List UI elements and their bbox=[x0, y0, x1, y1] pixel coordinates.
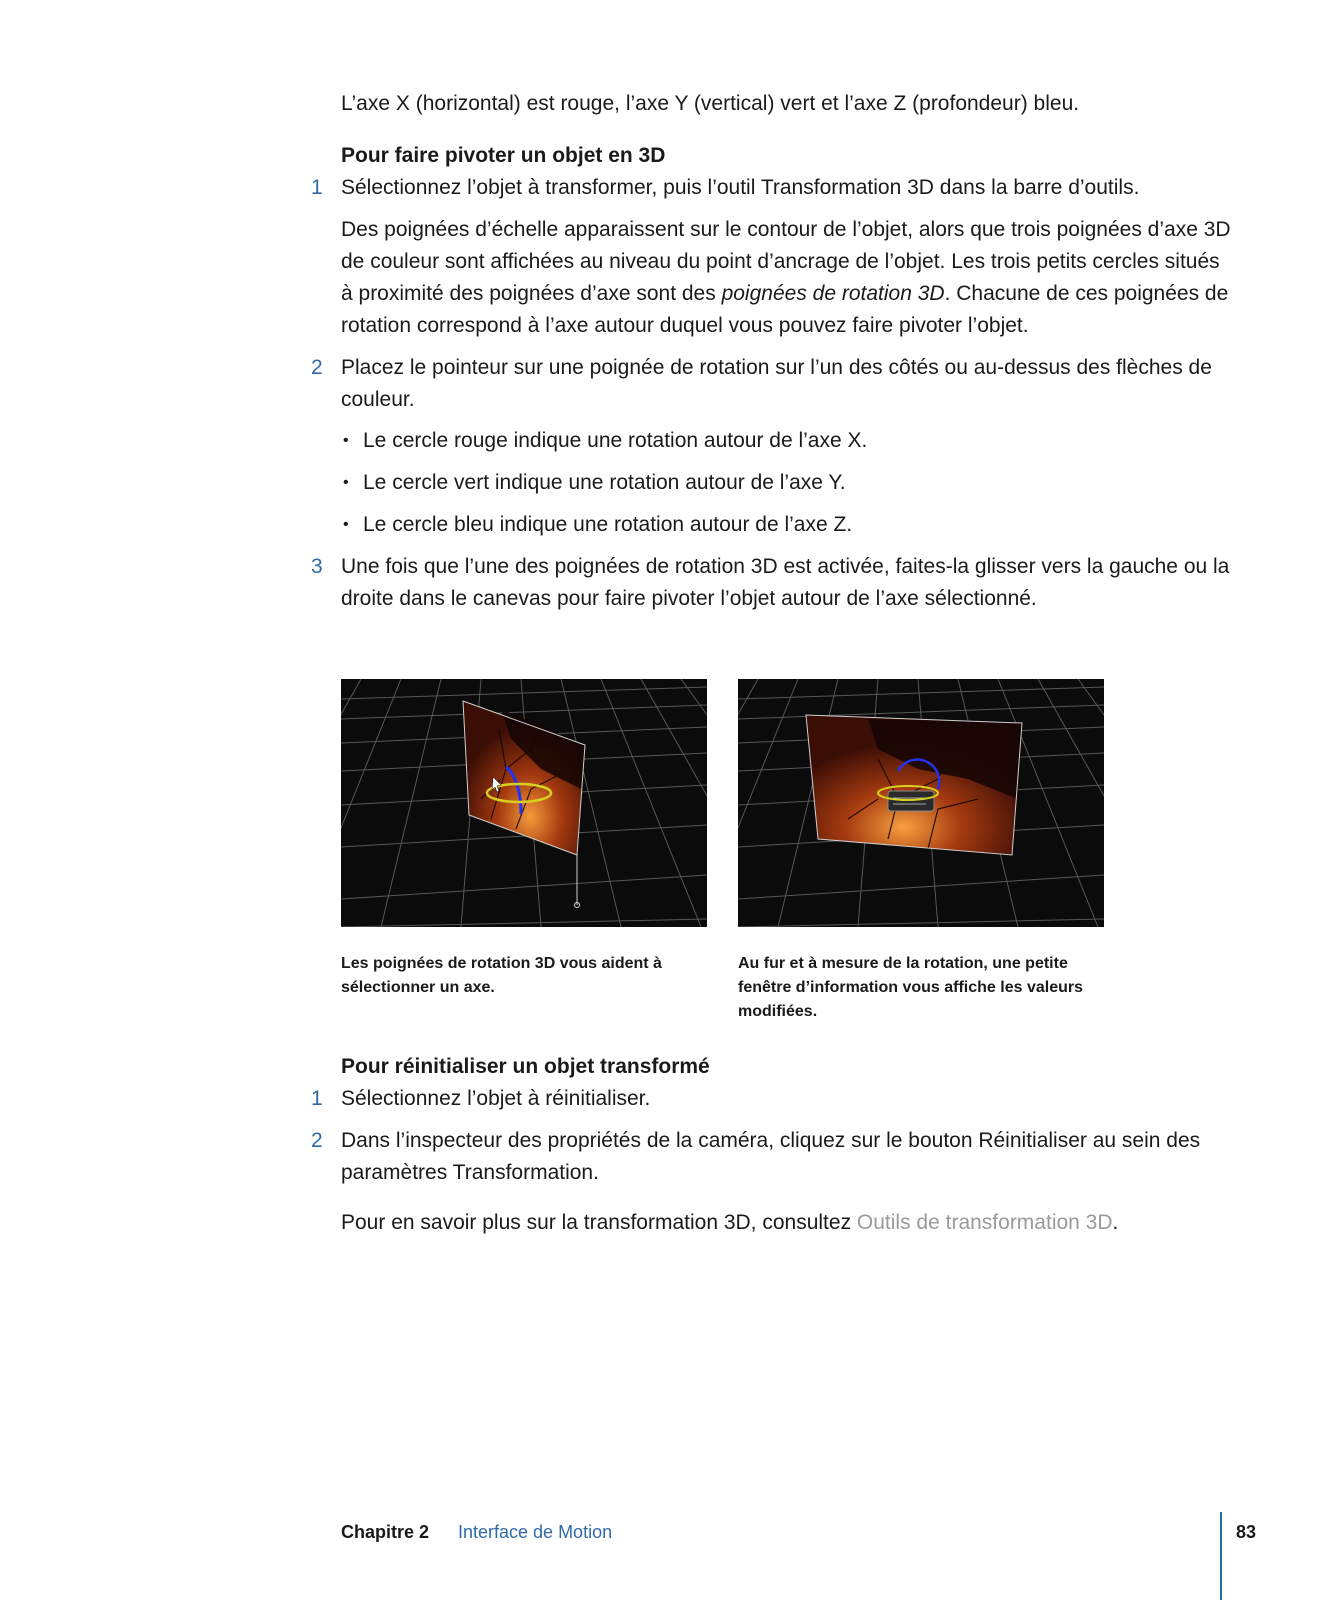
step-3 bbox=[311, 551, 1231, 615]
step-2 bbox=[311, 352, 1231, 416]
info-window-icon bbox=[888, 791, 934, 811]
footer-divider bbox=[1220, 1512, 1222, 1600]
list-item: • Le cercle rouge indique une rotation autour de l’axe X. bbox=[343, 429, 868, 452]
step-number: 2 bbox=[311, 1129, 323, 1152]
list-item: • Le cercle vert indique une rotation autour de l’axe Y. bbox=[343, 471, 846, 494]
footer-chapter-title: Interface de Motion bbox=[458, 1522, 613, 1542]
section-rotate bbox=[311, 140, 1231, 615]
figure-caption: Au fur et à mesure de la rotation, une petite fenêtre d’information vous affiche les valeurs modifiées. bbox=[738, 955, 1083, 1020]
section-reset bbox=[311, 1051, 1231, 1239]
step-1 bbox=[311, 1083, 1231, 1115]
step-text: Dans l’inspecteur des propriétés de la caméra, cliquez sur le bouton Réinitialiser au sein des paramètres Transformation. bbox=[341, 1129, 1201, 1184]
step-number: 1 bbox=[311, 1087, 323, 1110]
step-number: 1 bbox=[311, 176, 323, 199]
canvas-screenshot bbox=[738, 679, 1104, 927]
bullet-list bbox=[341, 425, 1231, 541]
step-text: Une fois que l’une des poignées de rotation 3D est activée, faites-la glisser vers la gauche ou la droite dans le canevas pour faire pivoter l’objet autour de l’axe sélectionné. bbox=[341, 555, 1230, 610]
intro-paragraph: L’axe X (horizontal) est rouge, l’axe Y (vertical) vert et l’axe Z (profondeur) bleu. bbox=[341, 92, 1080, 115]
explanation-paragraph: Des poignées d’échelle apparaissent sur le contour de l’objet, alors que trois poignées d’axe 3D de couleur sont affichées au niveau du point d’ancrage de l’objet. Les trois petits cercles situés à proximité des poignées d’axe sont des poignées de rotation 3D. Chacune de ces poignées de rotation correspond à l’axe autour duquel vous pouvez faire pivoter l’objet. bbox=[341, 218, 1231, 337]
step-1 bbox=[311, 172, 1231, 204]
step-text: Sélectionnez l’objet à transformer, puis l’outil Transformation 3D dans la barre d’outils. bbox=[341, 176, 1140, 199]
step-2 bbox=[311, 1125, 1231, 1189]
emphasis-term: poignées de rotation 3D bbox=[721, 282, 945, 305]
cross-reference-link[interactable]: Outils de transformation 3D bbox=[856, 1211, 1113, 1234]
step-number: 2 bbox=[311, 356, 323, 379]
page-number: 83 bbox=[1236, 1522, 1257, 1542]
step-number: 3 bbox=[311, 555, 323, 578]
more-info-paragraph: Pour en savoir plus sur la transformation 3D, consultez Outils de transformation 3D. bbox=[341, 1211, 1119, 1234]
footer-chapter-label: Chapitre 2 bbox=[341, 1522, 430, 1542]
figure-rotation-info-window bbox=[738, 679, 1104, 927]
step-text: Sélectionnez l’objet à réinitialiser. bbox=[341, 1087, 651, 1110]
list-item: • Le cercle bleu indique une rotation autour de l’axe Z. bbox=[343, 513, 853, 536]
section-heading: Pour réinitialiser un objet transformé bbox=[341, 1055, 710, 1078]
figure-caption: Les poignées de rotation 3D vous aident à sélectionner un axe. bbox=[341, 955, 662, 996]
section-heading: Pour faire pivoter un objet en 3D bbox=[341, 144, 666, 167]
canvas-screenshot bbox=[341, 679, 707, 927]
figure-rotation-handles bbox=[341, 679, 707, 927]
step-text: Placez le pointeur sur une poignée de rotation sur l’un des côtés ou au-dessus des flèches de couleur. bbox=[341, 356, 1212, 411]
